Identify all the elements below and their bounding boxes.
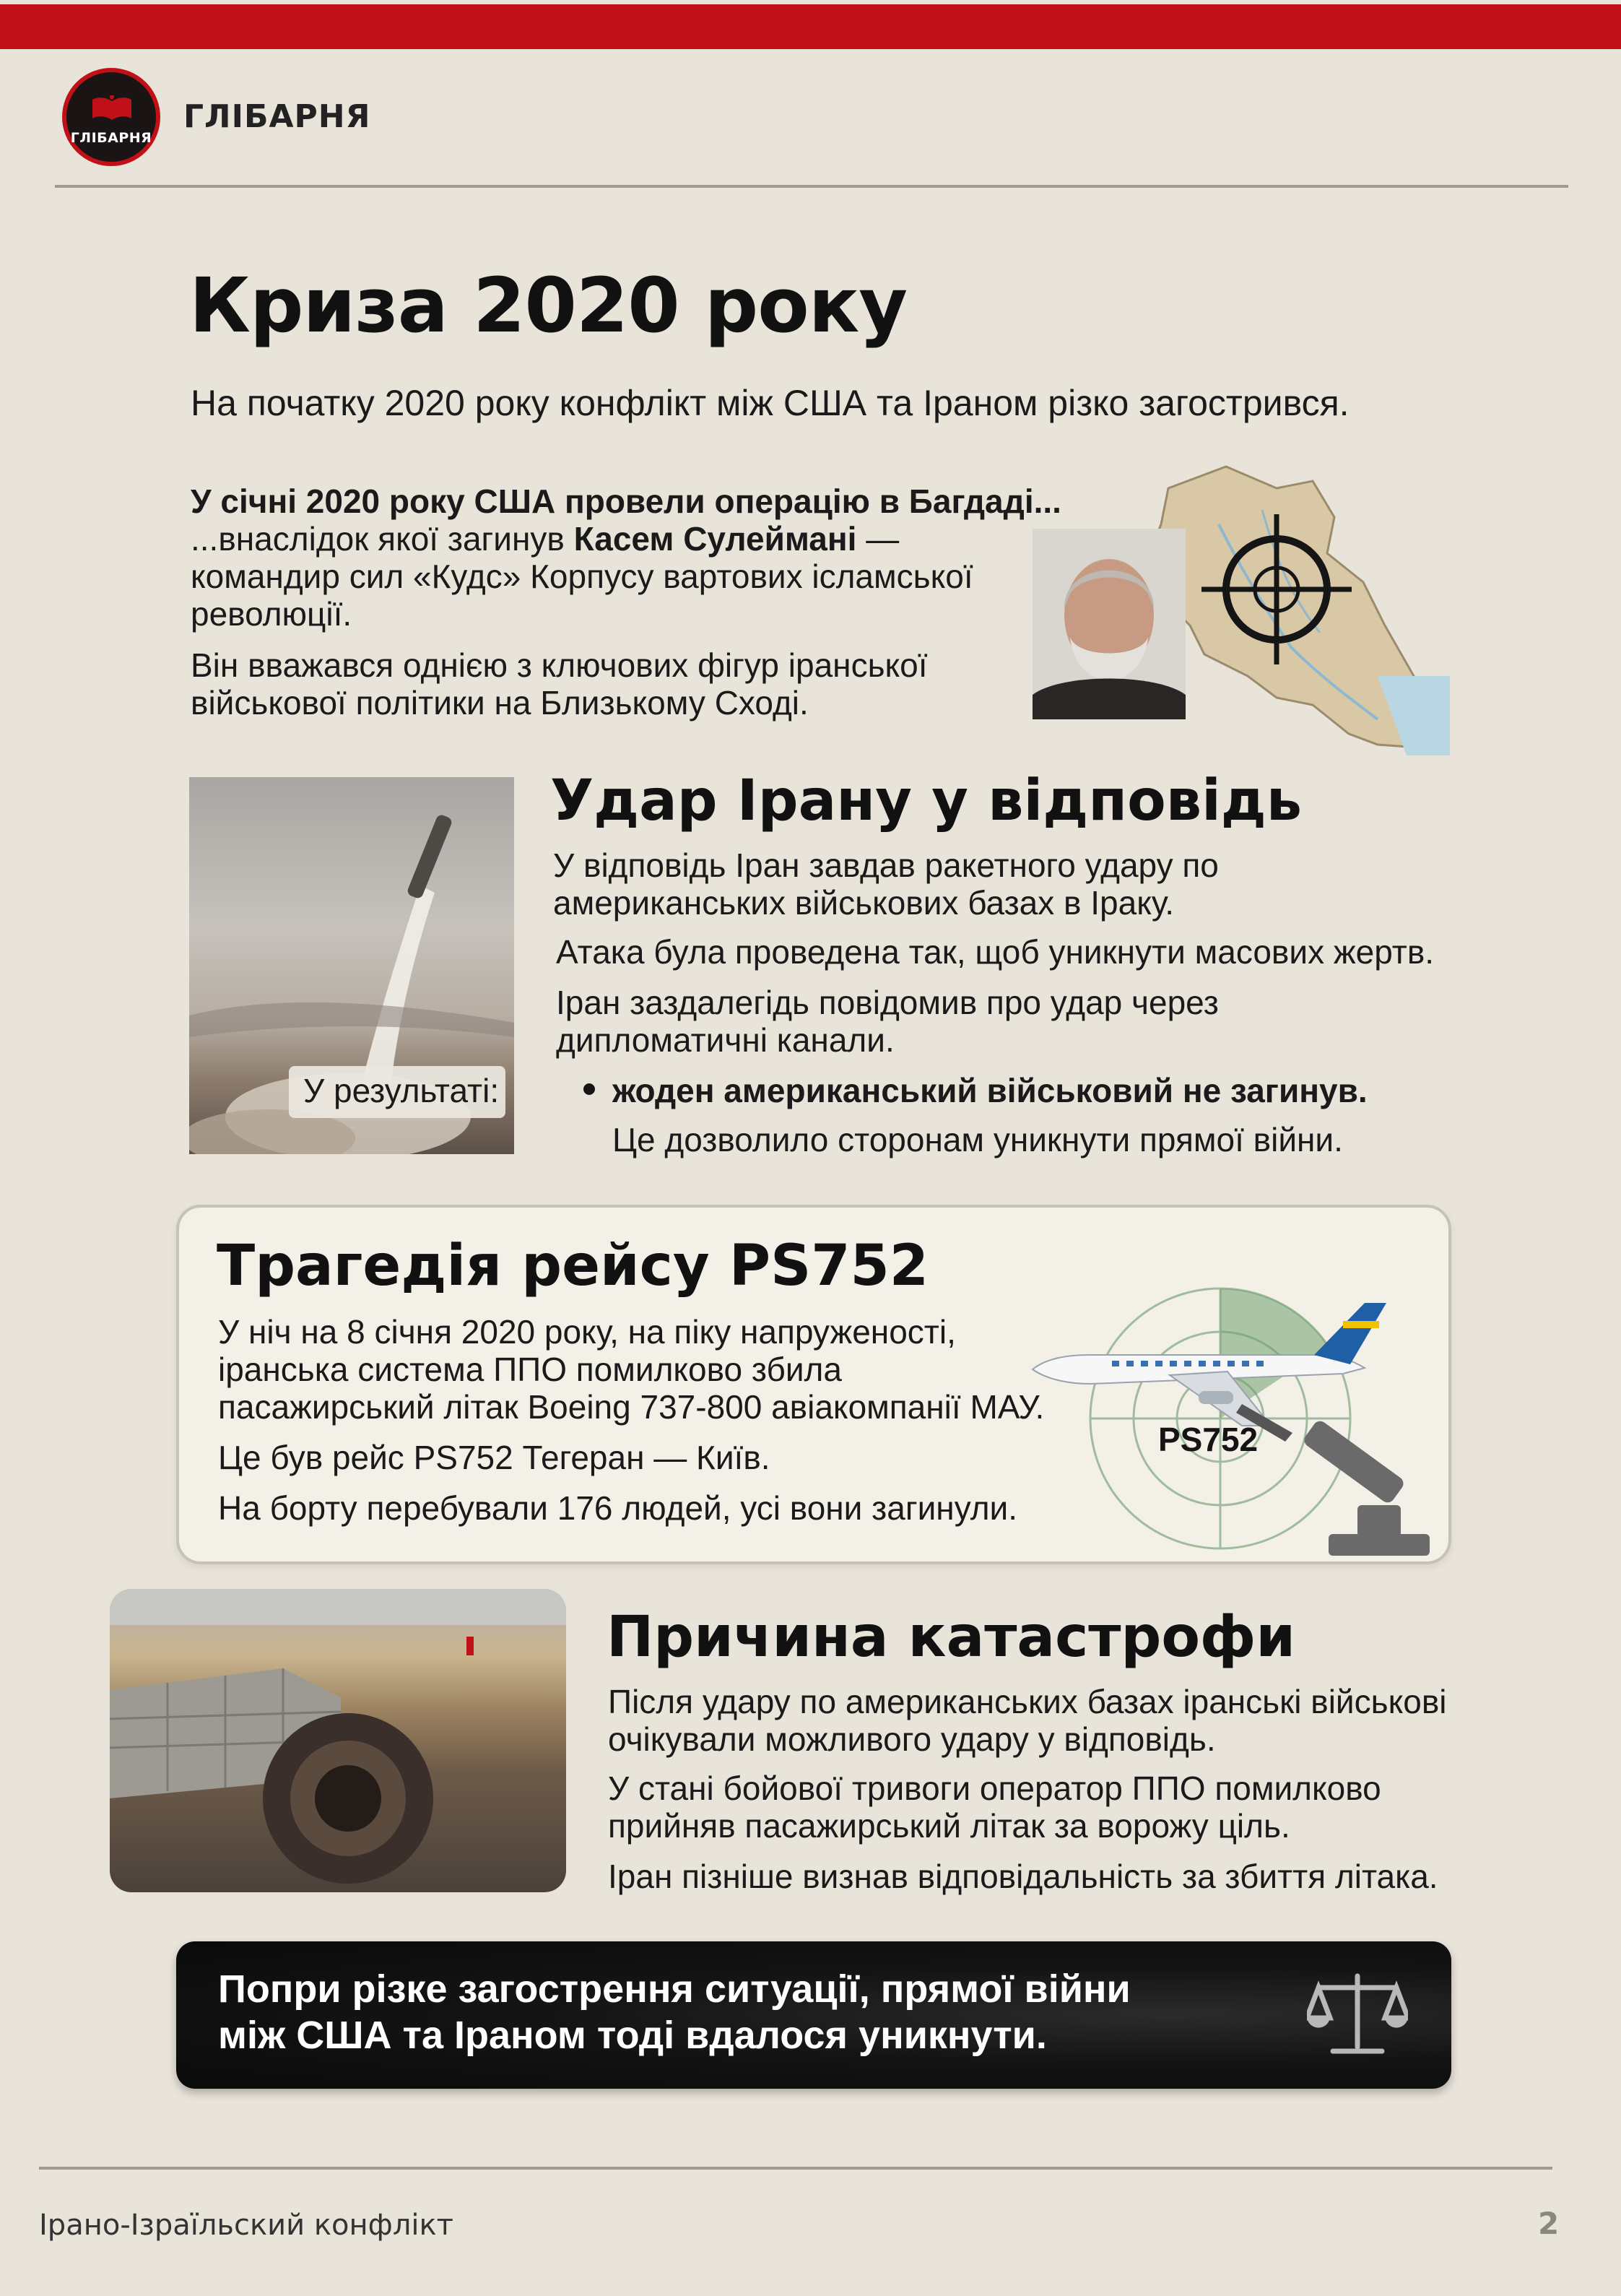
bullet-dot <box>583 1083 595 1095</box>
section1-paragraph2 <box>191 646 1014 722</box>
section2-p3-line2: дипломатичні канали. <box>556 1021 895 1059</box>
page-number: 2 <box>1538 2206 1560 2241</box>
crash-site-photo <box>110 1589 566 1892</box>
soleimani-portrait <box>1033 529 1186 719</box>
section2-p1-line2: американських військових базах в Іраку. <box>553 884 1175 922</box>
top-accent-bar <box>0 4 1621 49</box>
section2-paragraph4: Це дозволило сторонам уникнути прямої війни. <box>612 1121 1343 1158</box>
conclusion-line2: між США та Іраном тоді вдалося уникнути. <box>218 2014 1047 2057</box>
result-label: У результаті: <box>303 1072 500 1109</box>
page-title: Криза 2020 року <box>189 261 908 350</box>
section1-p2-line2: військової політики на Близькому Сході. <box>191 684 809 722</box>
section1-line1: У січні 2020 року США провели операцію в Багдаді... <box>191 482 1061 520</box>
header-divider <box>55 185 1568 188</box>
section4-title: Причина катастрофи <box>607 1605 1295 1670</box>
conclusion-line1: Попри різке загострення ситуації, прямої війни <box>218 1967 1131 2011</box>
section2-p3-line1: Іран заздалегідь повідомив про удар через <box>556 984 1219 1021</box>
section1-line2: ...внаслідок якої загинув Касем Сулеймані — <box>191 520 900 558</box>
scales-icon <box>1307 1966 1408 2060</box>
book-icon <box>91 95 133 121</box>
section3-paragraph1 <box>218 1313 1044 1426</box>
section4-p2-line2: прийняв пасажирський літак за ворожу ціль. <box>608 1807 1290 1845</box>
brand-name: ГЛІБАРНЯ <box>183 98 371 135</box>
section3-p1-line1: У ніч на 8 січня 2020 року, на піку напруженості, <box>218 1313 956 1351</box>
flight-label: PS752 <box>1158 1421 1259 1458</box>
radar-plane-illustration <box>1025 1216 1444 1563</box>
footer-divider <box>39 2167 1552 2170</box>
missile-launcher-icon <box>1236 1404 1430 1556</box>
section3-p1-line2: іранська система ППО помилково збила <box>218 1351 842 1388</box>
section4-paragraph2 <box>608 1769 1381 1845</box>
section4-p1-line2: очікували можливого удару у відповідь. <box>608 1720 1216 1758</box>
section-soleimani-text <box>191 482 1061 633</box>
section4-p1-line1: Після удару по американських базах іранські військові <box>608 1683 1447 1720</box>
section4-p2-line1: У стані бойової тривоги оператор ППО помилково <box>608 1769 1381 1807</box>
section3-paragraph2: Це був рейс PS752 Тегеран — Київ. <box>218 1439 770 1476</box>
section3-paragraph3: На борту перебували 176 людей, усі вони загинули. <box>218 1489 1018 1527</box>
section2-p1-line1: У відповідь Іран завдав ракетного удару по <box>553 846 1219 884</box>
footer-doc-title: Ірано-Ізраїльский конфлікт <box>39 2209 453 2242</box>
airplane-icon <box>1033 1303 1386 1426</box>
section2-title: Удар Ірану у відповідь <box>550 768 1303 833</box>
section1-line3: командир сил «Кудс» Корпусу вартових ісламської <box>191 558 973 595</box>
section2-bullet: жоден американський військовий не загинув. <box>612 1072 1368 1109</box>
section2-paragraph3 <box>556 984 1219 1059</box>
section2-paragraph1 <box>553 846 1219 922</box>
brand-logo <box>62 68 160 166</box>
section3-p1-line3: пасажирський літак Boeing 737-800 авіакомпанії МАУ. <box>218 1388 1045 1426</box>
conclusion-text <box>218 1966 1131 2058</box>
section1-p2-line1: Він вважався однією з ключових фігур іранської <box>191 646 928 684</box>
section1-line4: революції. <box>191 595 352 633</box>
lead-paragraph: На початку 2020 року конфлікт між США та Іраном різко загострився. <box>191 383 1350 423</box>
logo-text: ГЛІБАРНЯ <box>70 130 152 146</box>
section4-paragraph1 <box>608 1683 1446 1758</box>
section4-paragraph3: Іран пізніше визнав відповідальність за збиття літака. <box>608 1858 1438 1895</box>
section2-paragraph2: Атака була проведена так, щоб уникнути масових жертв. <box>556 933 1435 971</box>
section3-title: Трагедія рейсу PS752 <box>217 1234 929 1299</box>
